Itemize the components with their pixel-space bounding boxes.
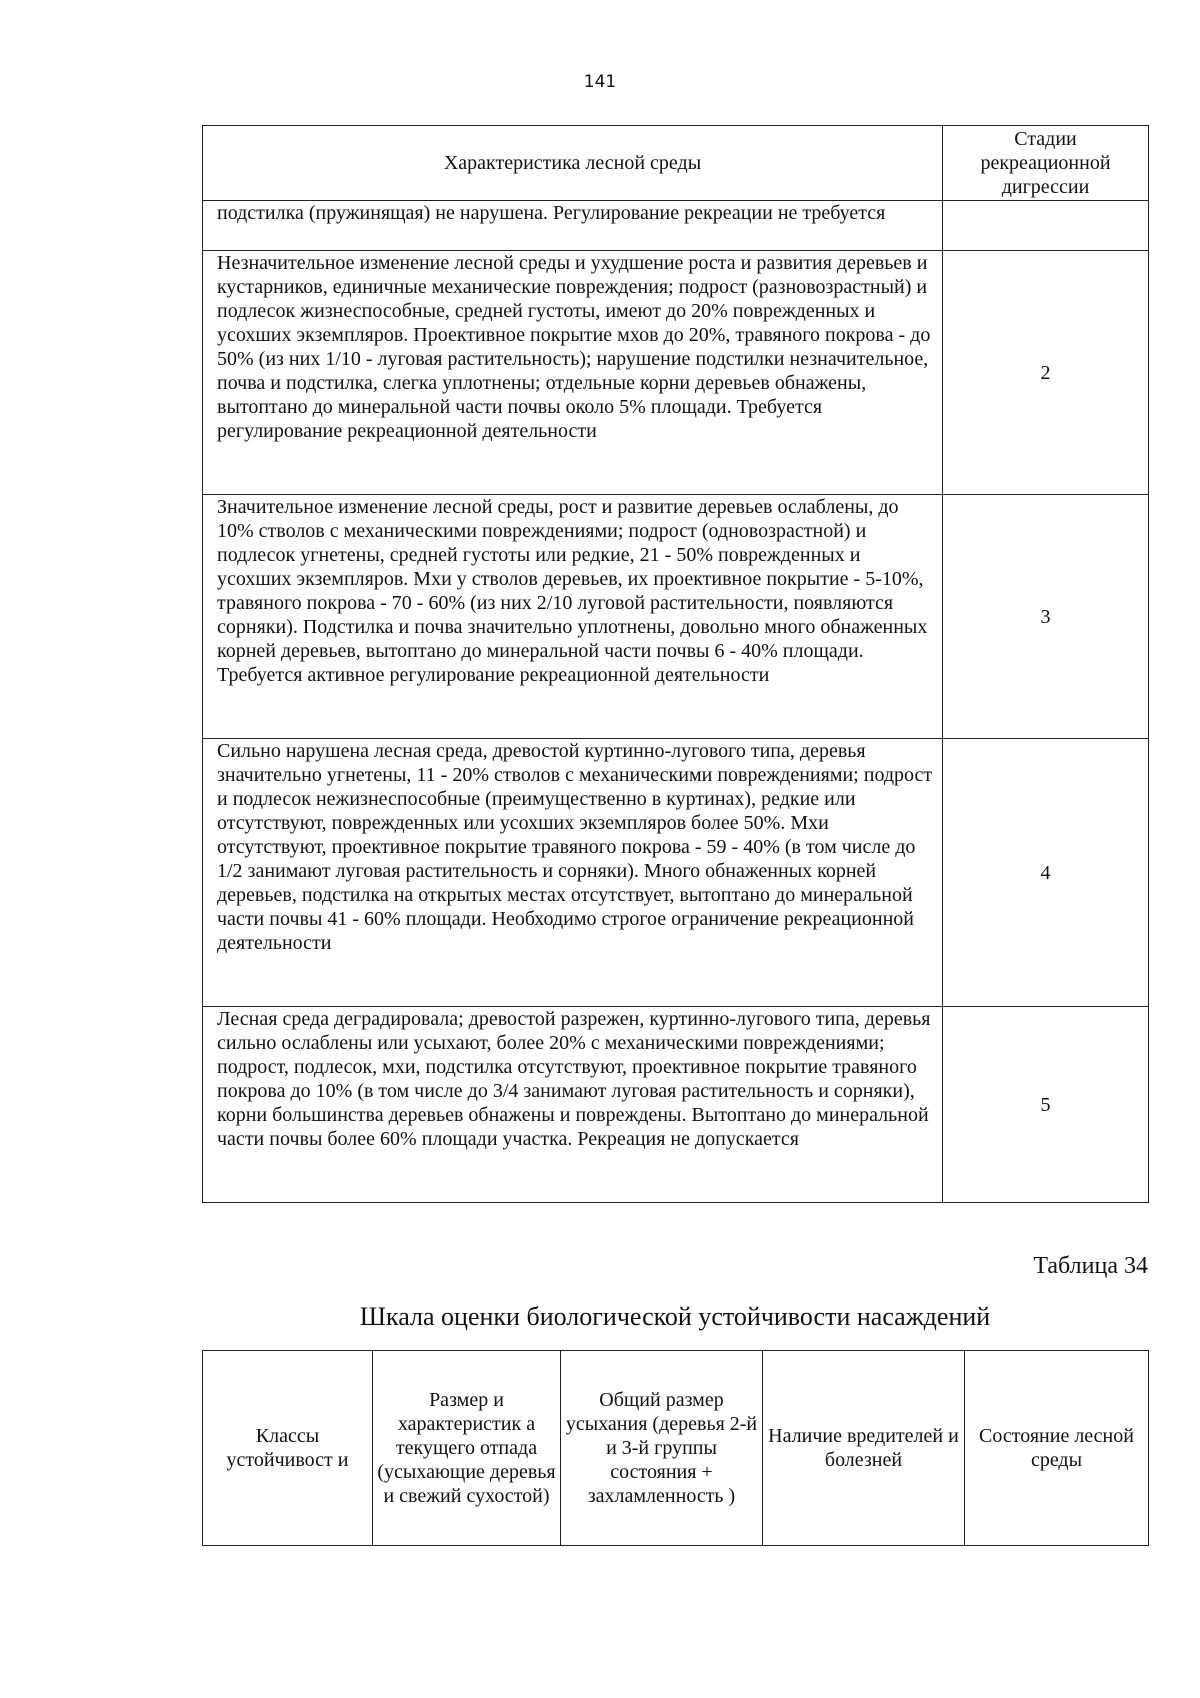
row-description: Незначительное изменение лесной среды и ухудшение роста и развития деревьев и кустарников, единичные механические повреждения; подрост (разновозрастный) и подлесок жизнеспособные, средней густоты, имеют до 20% поврежденных и усохших экземпляров. Проективное покрытие мхов до 20%, травяного покрова - до 50% (из них 1/10 - луговая растительность); нарушение подстилки незначительное, почва и подстилка, слегка уплотнены; отдельные корни деревьев обнажены, вытоптано до минеральной части почвы около 5% площади. Требуется регулирование рекреационной деятельности — [203, 251, 943, 495]
header-stage: Стадии рекреационной дигрессии — [943, 126, 1149, 201]
table-row — [203, 739, 1149, 1007]
header-description: Характеристика лесной среды — [203, 126, 943, 201]
table-row — [203, 251, 1149, 495]
header-forest-condition: Состояние лесной среды — [965, 1351, 1149, 1546]
row-description: Сильно нарушена лесная среда, древостой куртинно-лугового типа, деревья значительно угнетены, 11 - 20% стволов с механическими повреждениями; подрост и подлесок нежизнеспособные (преимущественно в куртинах), редкие или отсутствуют, поврежденных или усохших экземпляров более 50%. Мхи отсутствуют, проективное покрытие травяного покрова - 59 - 40% (в том числе до 1/2 занимают луговая растительность и сорняки). Много обнаженных корней деревьев, подстилка на открытых местах отсутствует, вытоптано до минеральной части почвы 41 - 60% площади. Необходимо строгое ограничение рекреационной деятельности — [203, 739, 943, 1007]
row-stage: 5 — [943, 1007, 1149, 1203]
row-stage: 2 — [943, 251, 1149, 495]
table-header-row — [203, 1351, 1149, 1546]
stability-scale-table — [202, 1350, 1149, 1546]
header-stability-class: Классы устойчивост и — [203, 1351, 373, 1546]
table-header-row — [203, 126, 1149, 201]
table-title: Шкала оценки биологической устойчивости насаждений — [359, 1302, 991, 1331]
row-description: подстилка (пружинящая) не нарушена. Регулирование рекреации не требуется — [203, 201, 943, 251]
table-label: Таблица 34 — [1033, 1253, 1148, 1279]
table-row — [203, 495, 1149, 739]
page-number: 141 — [583, 72, 617, 92]
recreational-digression-table — [202, 125, 1149, 1203]
header-current-loss: Размер и характеристик а текущего отпада (усыхающие деревья и свежий сухостой) — [373, 1351, 561, 1546]
row-stage: 4 — [943, 739, 1149, 1007]
header-total-dieback: Общий размер усыхания (деревья 2-й и 3-й группы состояния + захламленность ) — [561, 1351, 763, 1546]
row-stage — [943, 201, 1149, 251]
row-stage: 3 — [943, 495, 1149, 739]
table-row — [203, 201, 1149, 251]
row-description: Лесная среда деградировала; древостой разрежен, куртинно-лугового типа, деревья сильно ослаблены или усыхают, более 20% с механическими повреждениями; подрост, подлесок, мхи, подстилка отсутствуют, проективное покрытие травяного покрова до 10% (в том числе до 3/4 занимают луговая растительность и сорняки), корни большинства деревьев обнажены и повреждены. Вытоптано до минеральной части почвы более 60% площади участка. Рекреация не допускается — [203, 1007, 943, 1203]
table-row — [203, 1007, 1149, 1203]
header-pests-diseases: Наличие вредителей и болезней — [763, 1351, 965, 1546]
row-description: Значительное изменение лесной среды, рост и развитие деревьев ослаблены, до 10% стволов с механическими повреждениями; подрост (одновозрастной) и подлесок угнетены, средней густоты или редкие, 21 - 50% поврежденных и усохших экземпляров. Мхи у стволов деревьев, их проективное покрытие - 5-10%, травяного покрова - 70 - 60% (из них 2/10 луговой растительности, появляются сорняки). Подстилка и почва значительно уплотнены, довольно много обнаженных корней деревьев, вытоптано до минеральной части почвы 6 - 40% площади. Требуется активное регулирование рекреационной деятельности — [203, 495, 943, 739]
